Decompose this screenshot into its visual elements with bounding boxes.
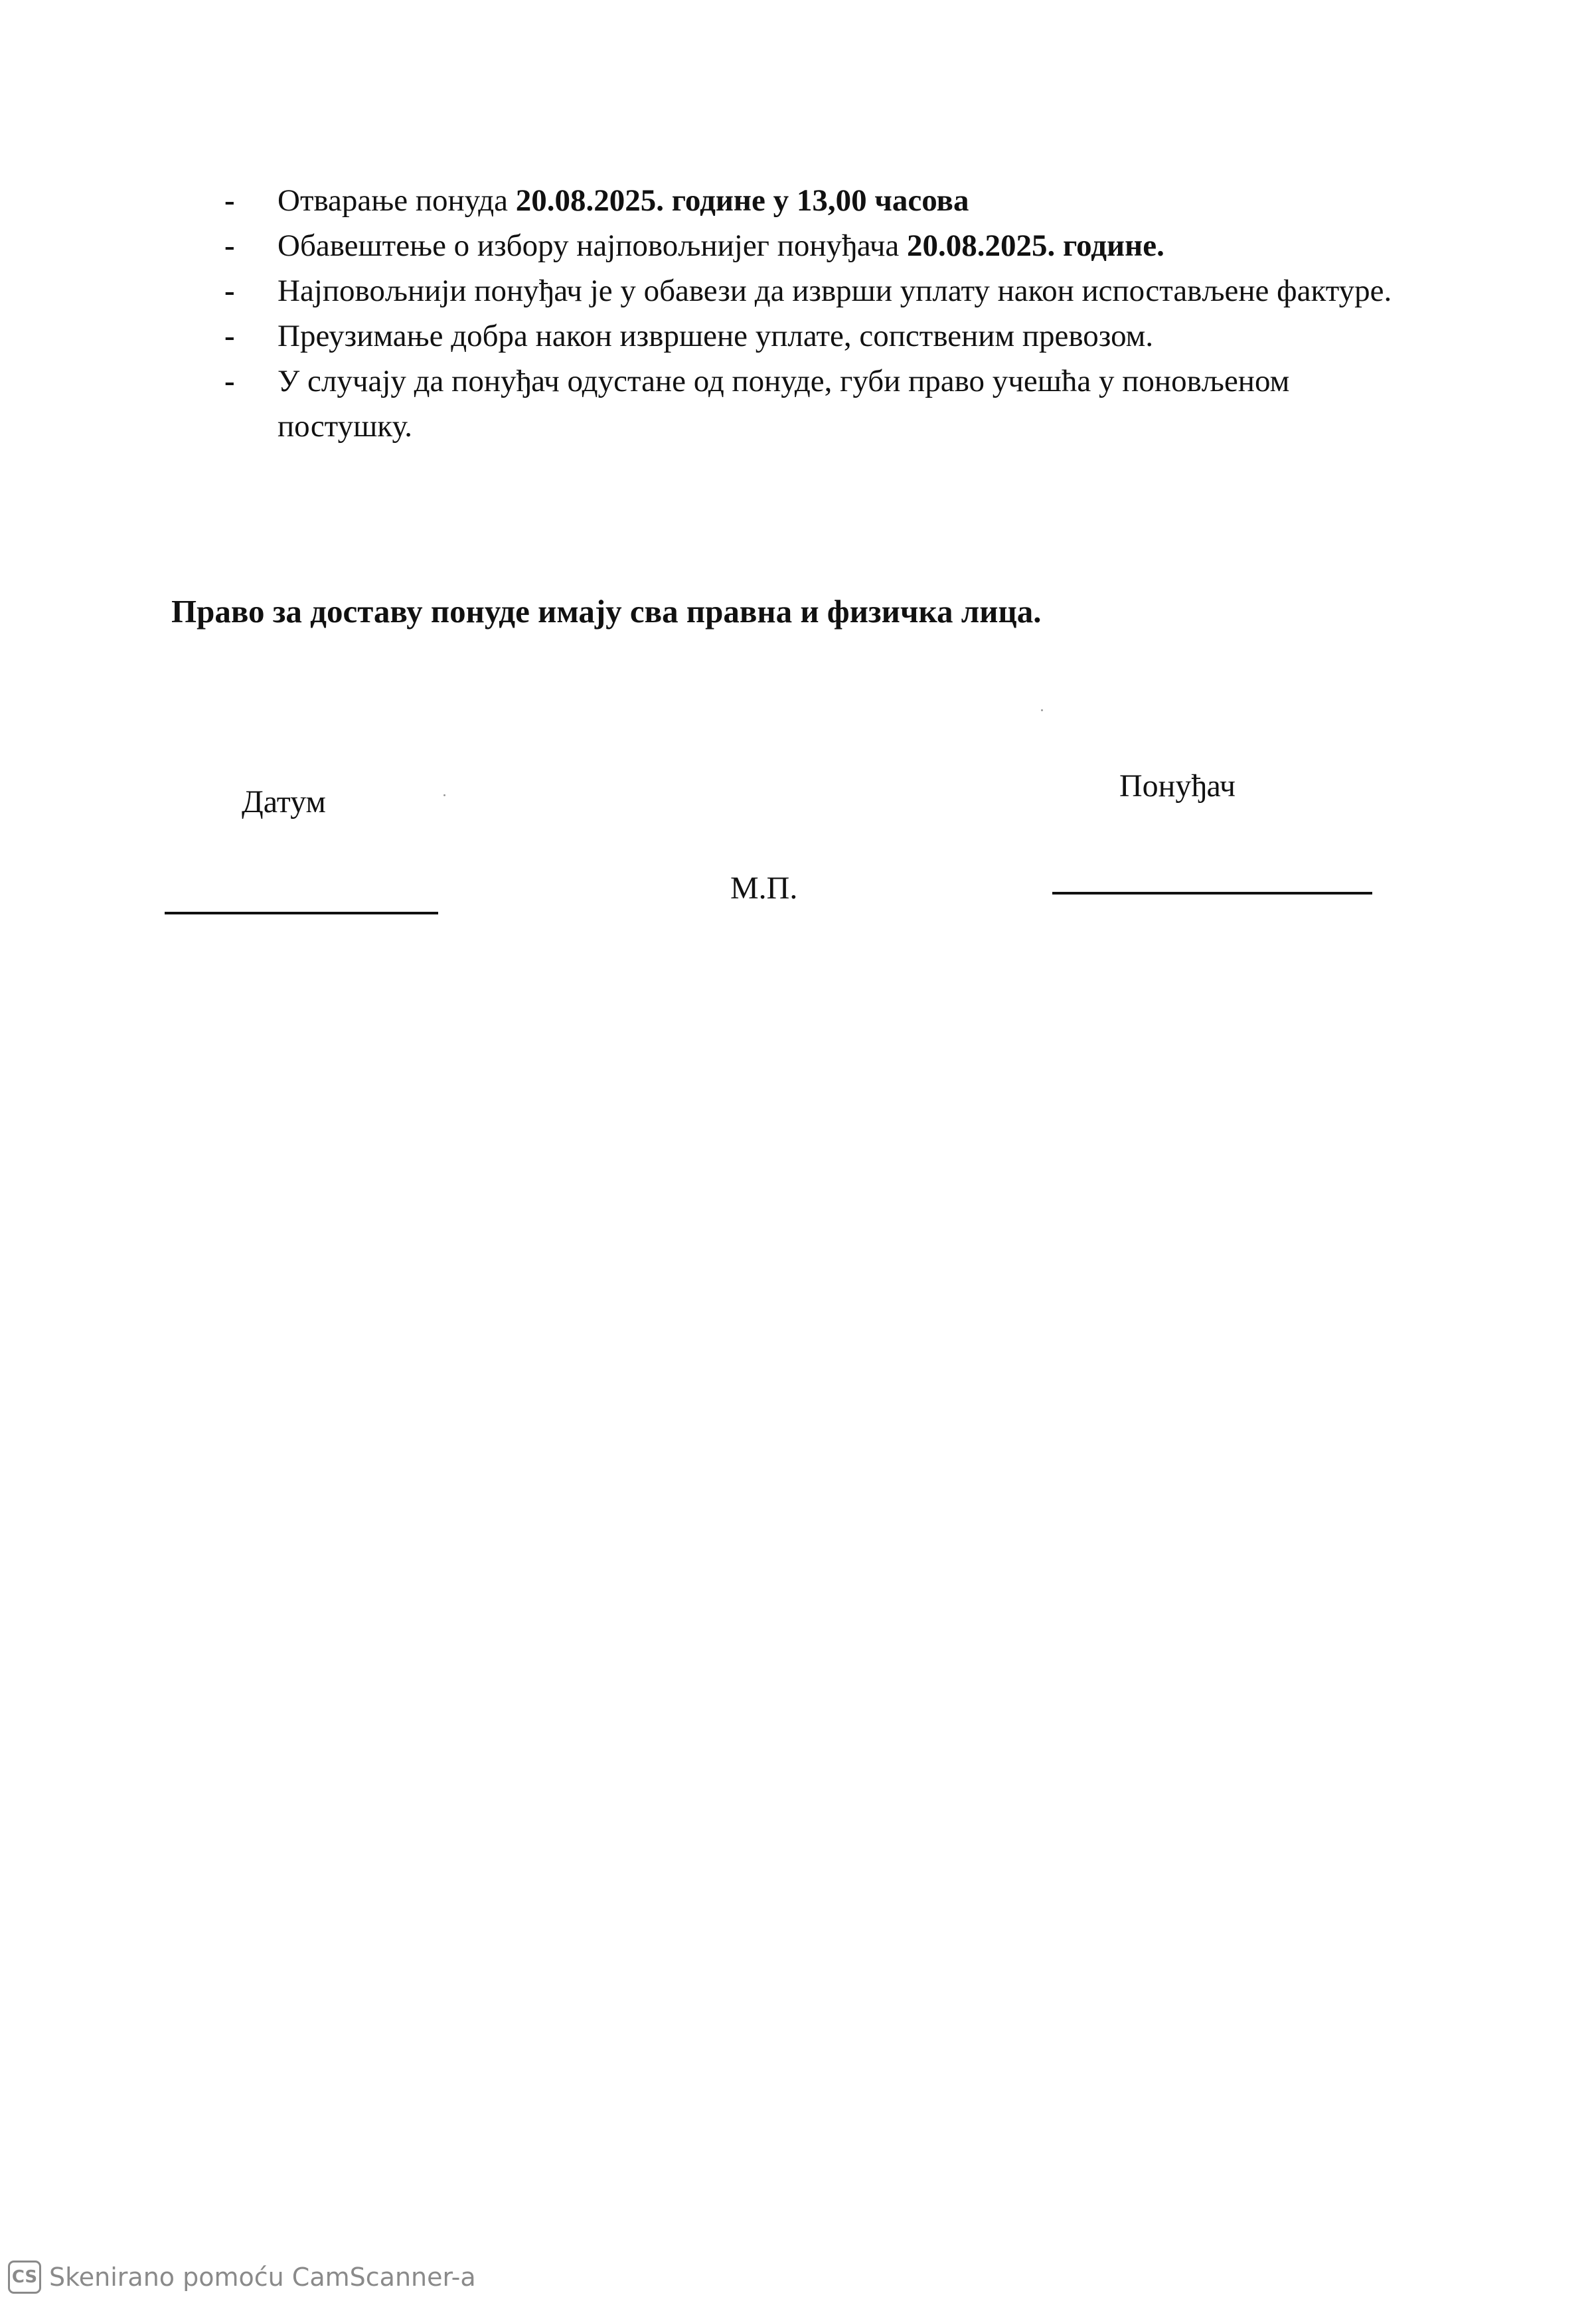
condition-text: Обавештење о избору најповољнијег понуђача bbox=[278, 228, 907, 263]
bullet-dash: - bbox=[224, 364, 235, 398]
condition-text: У случају да понуђач одустане од понуде, губи право учешћа у поновљеном постушку. bbox=[278, 364, 1290, 444]
eligibility-statement: Право за доставу понуде имају сва правна и физичка лица. bbox=[171, 593, 1042, 630]
condition-item bbox=[224, 359, 1486, 449]
bidder-signature-line bbox=[1052, 892, 1372, 895]
bullet-dash: - bbox=[224, 274, 235, 308]
date-label: Датум bbox=[242, 784, 326, 819]
condition-item bbox=[224, 268, 1486, 313]
watermark-text: Skenirano pomoću CamScanner-a bbox=[49, 2263, 476, 2292]
condition-item bbox=[224, 223, 1486, 268]
condition-item bbox=[224, 313, 1486, 359]
bullet-dash: - bbox=[224, 319, 235, 353]
bullet-dash: - bbox=[224, 228, 235, 263]
camscanner-watermark bbox=[8, 2261, 476, 2294]
condition-item bbox=[224, 178, 1486, 223]
bidder-label: Понуђач bbox=[1119, 768, 1236, 804]
condition-text: Преузимање добра након извршене уплате, сопственим превозом. bbox=[278, 319, 1154, 353]
condition-text: Отварање понуда bbox=[278, 183, 516, 218]
scan-speck bbox=[443, 794, 445, 796]
date-signature-line bbox=[165, 912, 438, 914]
conditions-list bbox=[224, 178, 1486, 449]
condition-text: Најповољнији понуђач је у обавези да изврши уплату након испостављене фактуре. bbox=[278, 274, 1392, 308]
stamp-label: М.П. bbox=[730, 871, 798, 906]
camscanner-logo-icon: CS bbox=[8, 2261, 41, 2294]
condition-date-bold: 20.08.2025. године у 13,00 часова bbox=[515, 183, 969, 218]
scan-speck bbox=[1041, 709, 1043, 711]
condition-date-bold: 20.08.2025. године. bbox=[906, 228, 1164, 263]
bullet-dash: - bbox=[224, 183, 235, 218]
